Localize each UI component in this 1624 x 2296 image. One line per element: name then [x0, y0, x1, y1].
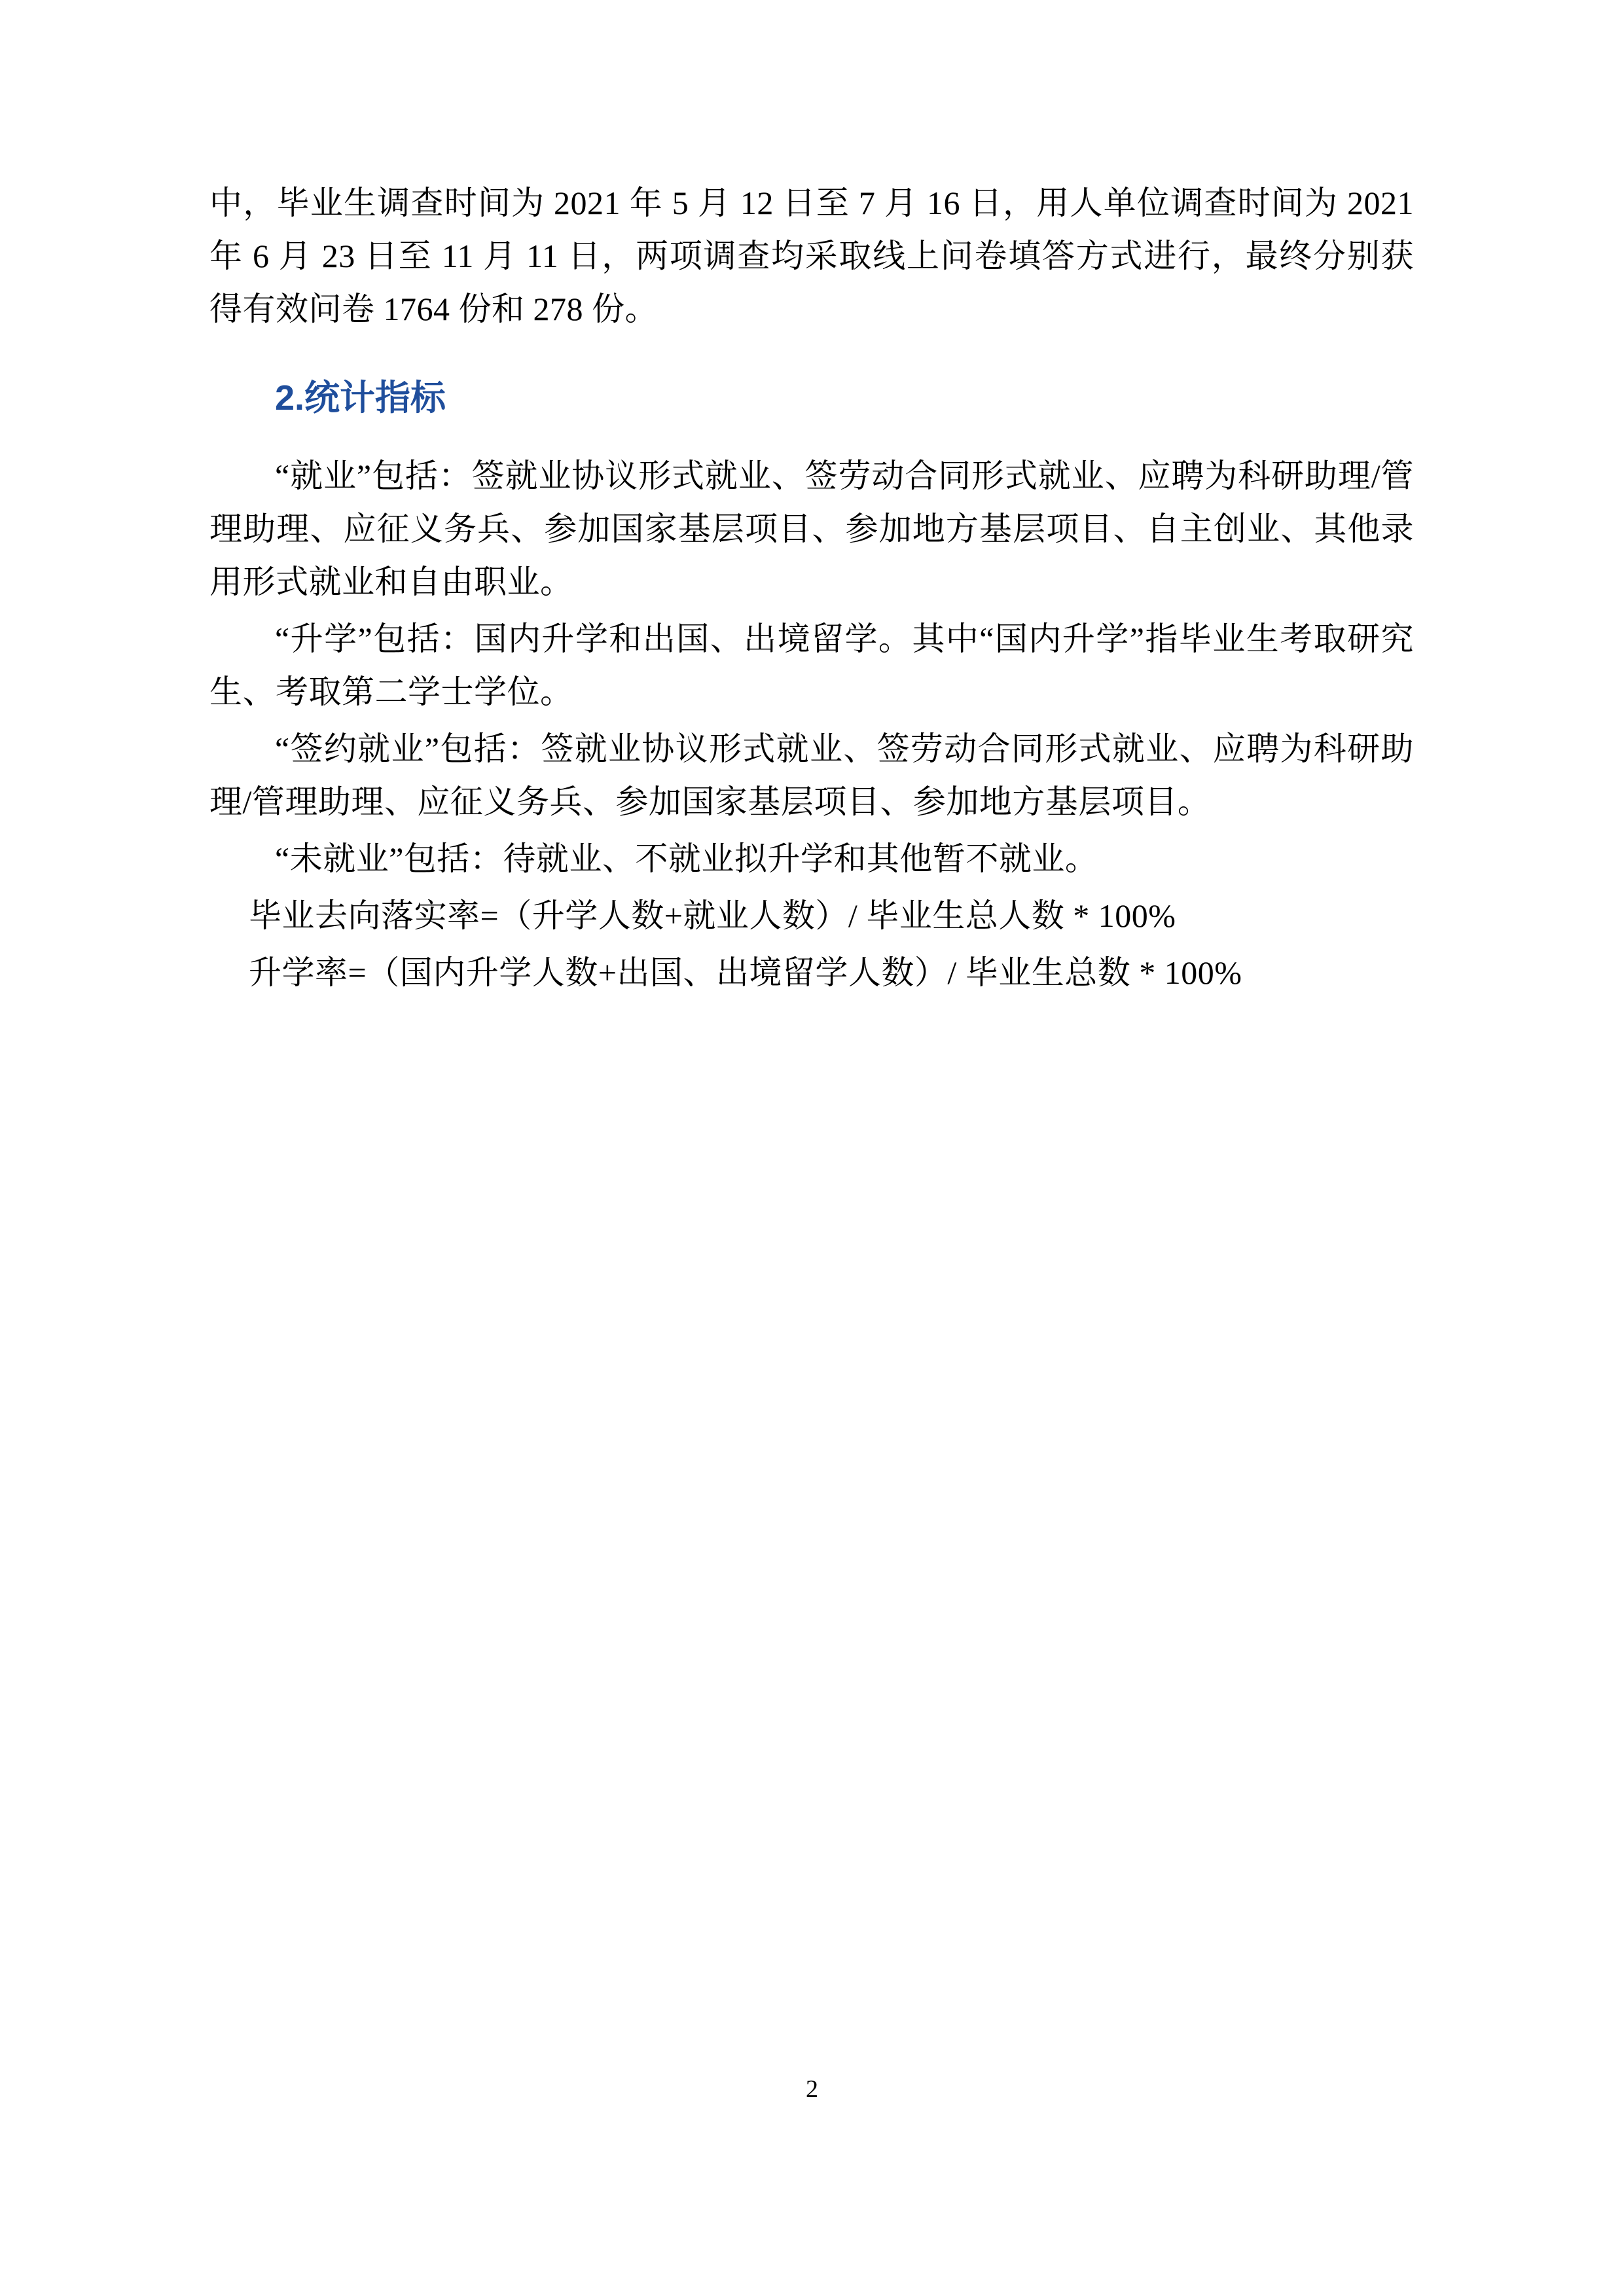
section-heading-statistical-indicators: 2.统计指标 [275, 378, 446, 418]
intro-paragraph-group [209, 177, 1414, 336]
paragraph-survey-period: 中，毕业生调查时间为 2021 年 5 月 12 日至 7 月 16 日，用人单位调查时间为 2021 年 6 月 23 日至 11 月 11 日，两项调查均采取线上问卷填答方式进行，最终分别获得有效问卷 1764 份和 278 份。 [209, 185, 1414, 327]
definitions-group [209, 450, 1414, 999]
definition-contracted-employment: “签约就业”包括：签就业协议形式就业、签劳动合同形式就业、应聘为科研助理/管理助理、应征义务兵、参加国家基层项目、参加地方基层项目。 [209, 730, 1414, 820]
page-content [209, 177, 1414, 999]
formula-graduate-destination-rate: 毕业去向落实率=（升学人数+就业人数）/ 毕业生总人数 * 100% [249, 897, 1176, 934]
definition-unemployed: “未就业”包括：待就业、不就业拟升学和其他暂不就业。 [275, 840, 1098, 877]
formula-further-study-rate: 升学率=（国内升学人数+出国、出境留学人数）/ 毕业生总数 * 100% [249, 954, 1242, 991]
page-number: 2 [806, 2075, 818, 2103]
definition-employment: “就业”包括：签就业协议形式就业、签劳动合同形式就业、应聘为科研助理/管理助理、应征义务兵、参加国家基层项目、参加地方基层项目、自主创业、其他录用形式就业和自由职业。 [209, 457, 1414, 600]
definition-further-study: “升学”包括：国内升学和出国、出境留学。其中“国内升学”指毕业生考取研究生、考取第二学士学位。 [209, 620, 1414, 710]
